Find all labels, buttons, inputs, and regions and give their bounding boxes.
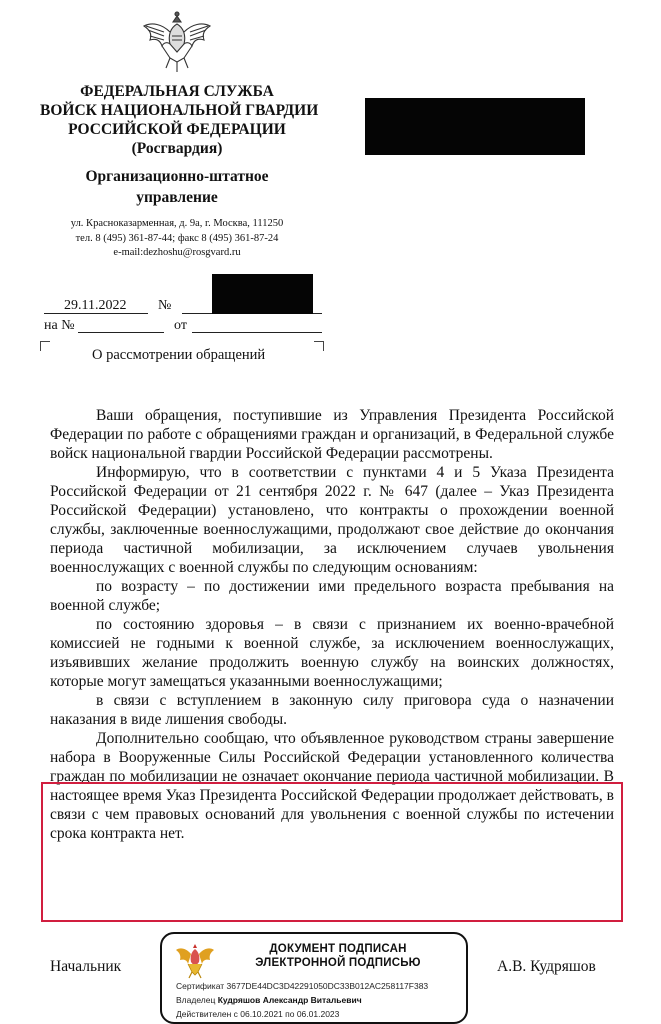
document-date: 29.11.2022	[64, 298, 127, 313]
from-underline	[192, 332, 322, 333]
org-line-2: ВОЙСК НАЦИОНАЛЬНОЙ ГВАРДИИ	[40, 102, 319, 119]
body-paragraph: Ваши обращения, поступившие из Управления Президента Российской Федерации по работе с обращениями граждан и организаций, в Федеральной службе войск национальной гвардии Российской Федерации рассмотрены.	[50, 407, 614, 462]
stamp-emblem-icon	[174, 940, 216, 980]
reference-underline	[78, 332, 164, 333]
stamp-owner	[176, 995, 362, 1005]
stamp-validity: Действителен с 06.10.2021 по 06.01.2023	[176, 1009, 340, 1019]
body-paragraph: Информирую, что в соответствии с пунктами 4 и 5 Указа Президента Российской Федерации от 21 сентября 2022 г. № 647 (далее – Указ Президента Российской Федерации) установлено, что контракты о прохождении военной службы, заключенные военнослужащими, продолжают свое действие до окончания периода частичной мобилизации, за исключением случаев увольнения военнослужащих с военной службы по следующим основаниям:	[50, 464, 614, 576]
reference-prefix: на №	[44, 318, 75, 333]
department-name	[40, 166, 314, 208]
stamp-title-line1: ДОКУМЕНТ ПОДПИСАН	[269, 943, 407, 955]
subject-corner-right	[314, 341, 324, 351]
rosgvardia-emblem-icon	[140, 10, 214, 76]
org-line-1: ФЕДЕРАЛЬНАЯ СЛУЖБА	[80, 83, 274, 100]
address-block	[40, 217, 314, 261]
address-line: ул. Красноказарменная, д. 9а, г. Москва, 111250	[70, 218, 284, 229]
stamp-certificate	[176, 981, 428, 991]
email-line: e-mail:dezhoshu@rosgvard.ru	[113, 247, 241, 258]
subject-corner-left	[40, 341, 50, 351]
date-underline	[44, 313, 148, 314]
owner-label: Владелец	[176, 995, 216, 1005]
highlight-frame	[41, 782, 623, 922]
org-line-3: РОССИЙСКОЙ ФЕДЕРАЦИИ	[68, 121, 286, 138]
stamp-title	[220, 942, 456, 970]
body-paragraph: по возрасту – по достижении ими предельного возраста пребывания на военной службе;	[50, 578, 614, 614]
document-number-redaction	[212, 274, 313, 314]
highlighted-paragraph: Дополнительно сообщаю, что объявленное руководством страны завершение набора в Вооруженные Силы Российской Федерации установленного количества граждан по мобилизации не означает окончание периода частичной мобилизации. В настоящее время Указ Президента Российской Федерации продолжает действовать, в связи с чем правовых оснований для увольнения с военной службы по истечении срока контракта нет.	[50, 730, 614, 842]
org-line-4: (Росгвардия)	[131, 140, 223, 157]
subject-line: О рассмотрении обращений	[92, 347, 266, 363]
number-sign: №	[158, 298, 172, 313]
recipient-redaction	[365, 98, 585, 155]
certificate-label: Сертификат	[176, 981, 225, 991]
letter-body	[50, 406, 614, 843]
department-line-2: управление	[136, 189, 218, 206]
signer-name: А.В. Кудряшов	[497, 958, 596, 975]
phone-line: тел. 8 (495) 361-87-44; факс 8 (495) 361-87-24	[75, 232, 279, 244]
owner-value: Кудряшов Александр Витальевич	[217, 995, 362, 1005]
certificate-value: 3677DE44DC3D42291050DC33B012AC258117F383	[226, 981, 429, 991]
signer-position: Начальник	[50, 958, 122, 975]
stamp-title-line2: ЭЛЕКТРОННОЙ ПОДПИСЬЮ	[255, 957, 421, 969]
organization-name	[40, 82, 319, 158]
electronic-signature-stamp	[160, 932, 468, 1024]
from-label: от	[174, 318, 187, 333]
body-paragraph: в связи с вступлением в законную силу приговора суда о назначении наказания в виде лишения свободы.	[50, 692, 614, 728]
body-paragraph: по состоянию здоровья – в связи с признанием их военно-врачебной комиссией не годными к военной службе, за исключением военнослужащих, изъявивших желание продолжить военную службу на воинских должностях, которые могут замещаться указанными военнослужащими;	[50, 616, 614, 690]
department-line-1: Организационно-штатное	[85, 168, 269, 185]
